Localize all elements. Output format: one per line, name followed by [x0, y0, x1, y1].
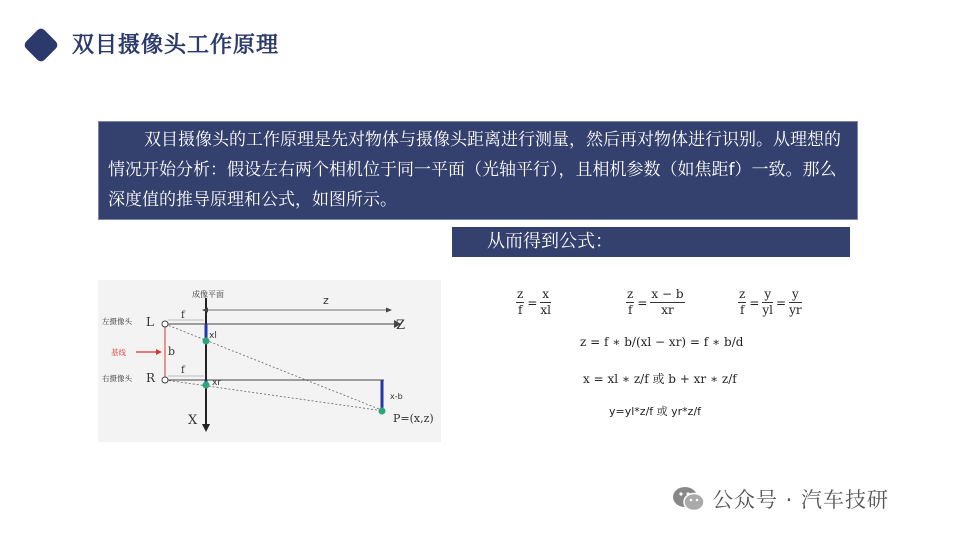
- f2-frac-1: $\frac{z}{f}$: [627, 287, 634, 317]
- xr-point: [203, 382, 210, 389]
- xl-label: xl: [209, 331, 217, 341]
- left-camera-point: [162, 321, 168, 327]
- formula-2: $\frac{z}{f}$ = $\frac{x - b}{xr}$: [627, 287, 684, 317]
- stereo-diagram: [98, 280, 441, 442]
- f1-frac-2: $\frac{x}{xl}$: [540, 287, 551, 317]
- f3-frac-3: $\frac{y}{yr}$: [789, 287, 802, 317]
- Z-label: Z: [396, 318, 406, 333]
- f-bottom-label: f: [181, 365, 185, 376]
- P-label: P=(x,z): [393, 412, 434, 425]
- X-label: X: [188, 413, 198, 428]
- R-label: R: [146, 371, 156, 385]
- intro-text-box: [98, 121, 858, 220]
- f2-frac-2: $\frac{x - b}{xr}$: [651, 287, 684, 317]
- b-label: b: [168, 345, 176, 358]
- depth-formula: z = f ∗ b/(xl − xr) = f ∗ b/d: [580, 335, 744, 349]
- x-formula: x = xl ∗ z/f 或 b + xr ∗ z/f: [583, 372, 737, 386]
- z-label: z: [323, 294, 329, 307]
- formula-1: $\frac{z}{f}$ = $\frac{x}{xl}$: [517, 287, 551, 317]
- formula-heading-bar: [452, 227, 850, 257]
- intro-text: 双目摄像头的工作原理是先对物体与摄像头距离进行测量，然后再对物体进行识别。从理想的情况开始分析：假设左右两个相机位于同一平面（光轴平行），且相机参数（如焦距f）一致。那么深度值的推导原理和公式，如图所示。: [108, 130, 841, 210]
- image-plane-label: 成像平面: [192, 290, 224, 299]
- L-label: L: [146, 315, 154, 329]
- xb-label: x-b: [390, 392, 403, 401]
- formula-heading: 从而得到公式：: [487, 231, 613, 252]
- baseline-label: 基线: [111, 348, 126, 357]
- watermark-text: 公众号 · 汽车技研: [712, 488, 890, 512]
- f3-frac-1: $\frac{z}{f}$: [739, 287, 746, 317]
- xr-label: xr: [212, 378, 222, 388]
- f-top-label: f: [181, 310, 185, 321]
- left-camera-label: 左摄像头: [102, 317, 132, 326]
- title-diamond-icon: [23, 27, 60, 64]
- y-formula: y=yl*z/f 或 yr*z/f: [609, 405, 702, 418]
- diagram-background: [98, 280, 441, 442]
- p-point: [379, 408, 386, 415]
- right-camera-point: [162, 377, 168, 383]
- wechat-icon: [672, 486, 706, 517]
- right-camera-label: 右摄像头: [102, 374, 132, 383]
- f1-frac-1: $\frac{z}{f}$: [517, 287, 524, 317]
- watermark: [672, 484, 889, 517]
- f3-frac-2: $\frac{y}{yl}$: [762, 287, 774, 317]
- formula-3: $\frac{z}{f}$ = $\frac{y}{yl}$ = $\frac{y}{yr}$: [739, 287, 802, 317]
- slide-title: 双目摄像头工作原理: [72, 33, 280, 58]
